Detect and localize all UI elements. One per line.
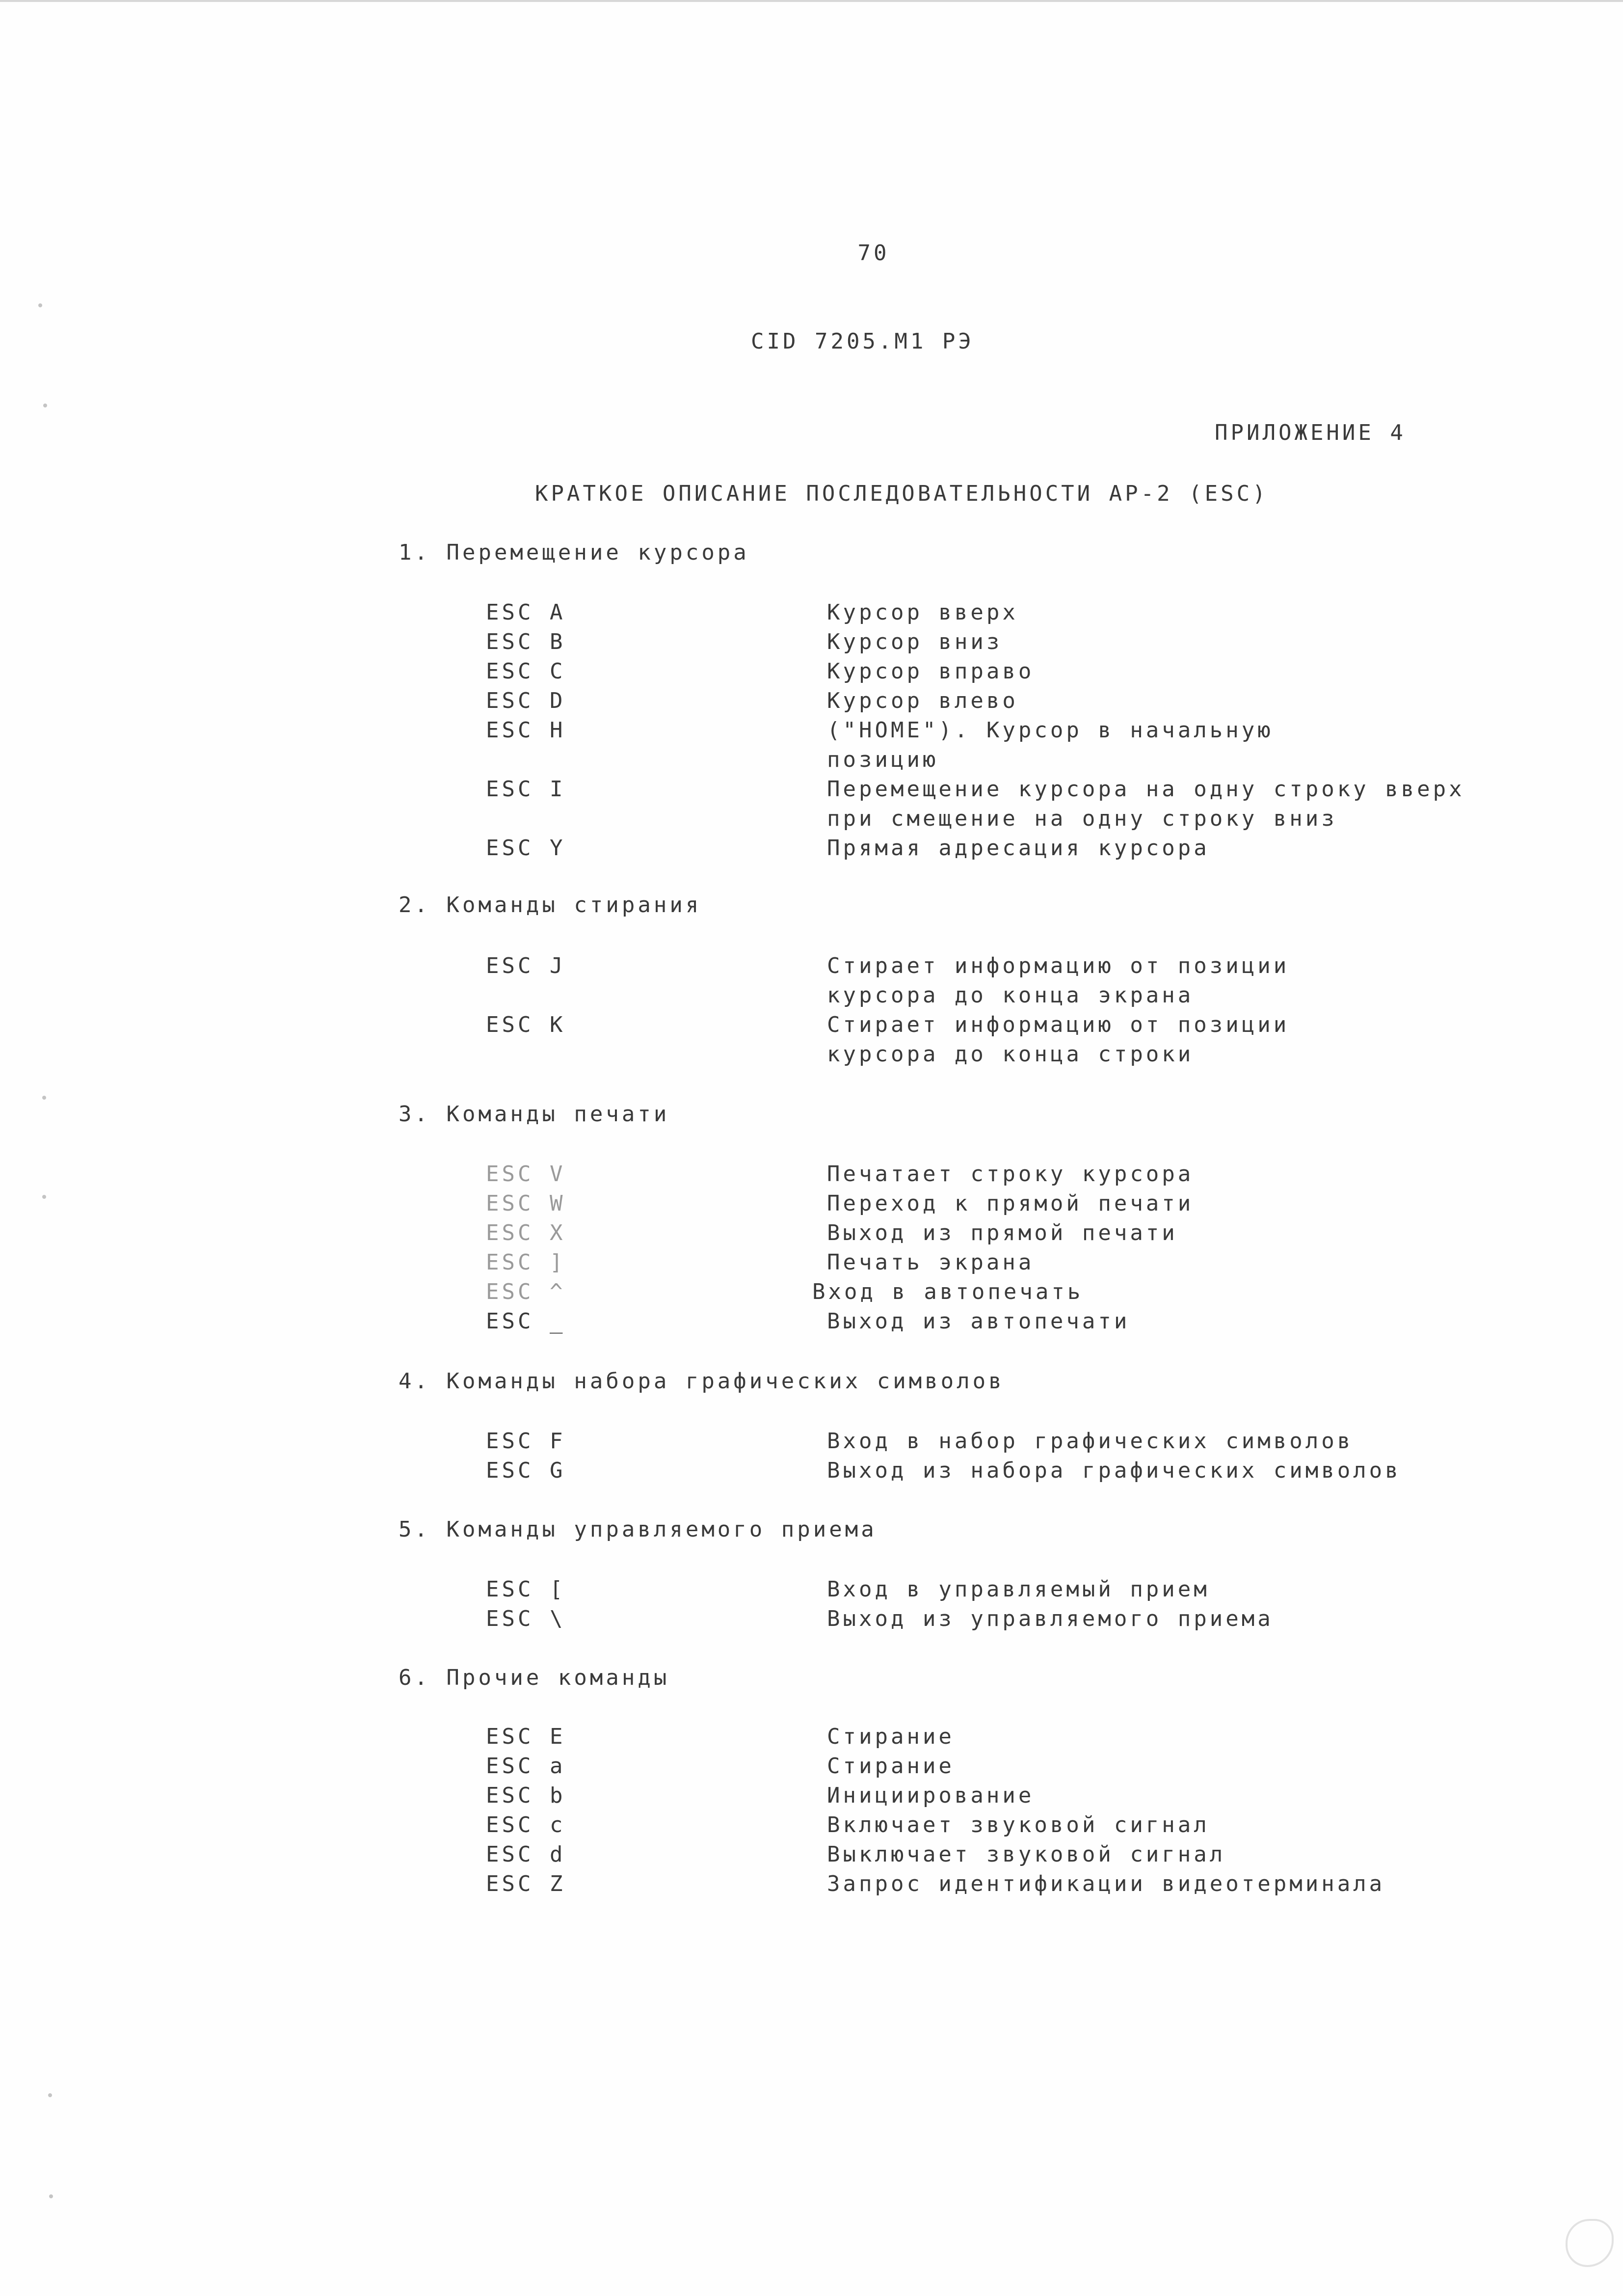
command-code: ESC d — [486, 1842, 566, 1867]
command-description: Запрос идентификации видеотерминала — [827, 1871, 1385, 1896]
command-code: ESC _ — [486, 1309, 566, 1334]
command-description: Вход в набор графических символов — [827, 1429, 1354, 1454]
scan-speck — [38, 303, 42, 307]
scan-speck — [49, 2194, 53, 2198]
section-heading: 5. Команды управляемого приема — [399, 1517, 877, 1542]
corner-smudge — [1566, 2219, 1614, 2267]
command-code: ESC \ — [486, 1606, 566, 1631]
command-code: ESC ] — [486, 1250, 566, 1275]
command-description: Курсор вправо — [827, 659, 1035, 684]
command-code: ESC K — [486, 1012, 566, 1037]
scan-speck — [42, 1195, 46, 1199]
command-code: ESC ^ — [486, 1279, 566, 1304]
command-code: ESC a — [486, 1754, 566, 1779]
command-code: ESC Z — [486, 1871, 566, 1896]
command-code: ESC E — [486, 1724, 566, 1749]
section-heading: 6. Прочие команды — [399, 1665, 670, 1690]
document-code: CID 7205.M1 РЭ — [751, 329, 974, 354]
command-code: ESC J — [486, 953, 566, 978]
section-heading: 1. Перемещение курсора — [399, 540, 749, 565]
command-description: ("HOME"). Курсор в начальную позицию — [827, 718, 1274, 772]
command-description: Стирает информацию от позиции курсора до конца строки — [827, 1012, 1290, 1067]
command-description: Стирает информацию от позиции курсора до конца экрана — [827, 953, 1290, 1008]
scan-speck — [43, 404, 47, 407]
command-code: ESC b — [486, 1783, 566, 1808]
command-code: ESC I — [486, 777, 566, 802]
command-code: ESC Y — [486, 836, 566, 861]
command-description: Выход из автопечати — [827, 1309, 1130, 1334]
command-description: Стирание — [827, 1754, 955, 1779]
command-description: Стирание — [827, 1724, 955, 1749]
section-heading: 2. Команды стирания — [399, 892, 702, 918]
command-description: Инициирование — [827, 1783, 1035, 1808]
command-description: Курсор влево — [827, 688, 1018, 713]
command-code: ESC [ — [486, 1577, 566, 1602]
command-code: ESC V — [486, 1162, 566, 1187]
command-code: ESC C — [486, 659, 566, 684]
command-code: ESC G — [486, 1458, 566, 1483]
command-code: ESC c — [486, 1812, 566, 1837]
page-number: 70 — [857, 241, 890, 266]
page-title: КРАТКОЕ ОПИСАНИЕ ПОСЛЕДОВАТЕЛЬНОСТИ АР-2 (ESC) — [535, 481, 1269, 506]
command-code: ESC F — [486, 1429, 566, 1454]
command-description: Курсор вверх — [827, 600, 1018, 625]
command-description: Выход из прямой печати — [827, 1220, 1178, 1245]
scan-speck — [42, 1096, 46, 1100]
command-description: Прямая адресация курсора — [827, 836, 1210, 861]
command-code: ESC A — [486, 600, 566, 625]
command-code: ESC H — [486, 718, 566, 743]
command-description: Вход в управляемый прием — [827, 1577, 1210, 1602]
command-description: Переход к прямой печати — [827, 1191, 1194, 1216]
command-description: Выход из набора графических символов — [827, 1458, 1401, 1483]
command-description: Курсор вниз — [827, 629, 1003, 654]
command-description: Печать экрана — [827, 1250, 1035, 1275]
command-code: ESC D — [486, 688, 566, 713]
command-description: Включает звуковой сигнал — [827, 1812, 1210, 1837]
section-heading: 4. Команды набора графических символов — [399, 1369, 1005, 1394]
page-top-edge — [0, 0, 1623, 2]
command-code: ESC B — [486, 629, 566, 654]
command-code: ESC W — [486, 1191, 566, 1216]
command-description: Вход в автопечать — [812, 1279, 1084, 1304]
appendix-label: ПРИЛОЖЕНИЕ 4 — [1215, 420, 1406, 445]
scan-speck — [48, 2093, 52, 2097]
command-description: Печатает строку курсора — [827, 1162, 1194, 1187]
section-heading: 3. Команды печати — [399, 1102, 670, 1127]
command-code: ESC X — [486, 1220, 566, 1245]
command-description: Выход из управляемого приема — [827, 1606, 1274, 1631]
command-description: Выключает звуковой сигнал — [827, 1842, 1226, 1867]
command-description: Перемещение курсора на одну строку вверх при смещение на одну строку вниз — [827, 777, 1465, 831]
